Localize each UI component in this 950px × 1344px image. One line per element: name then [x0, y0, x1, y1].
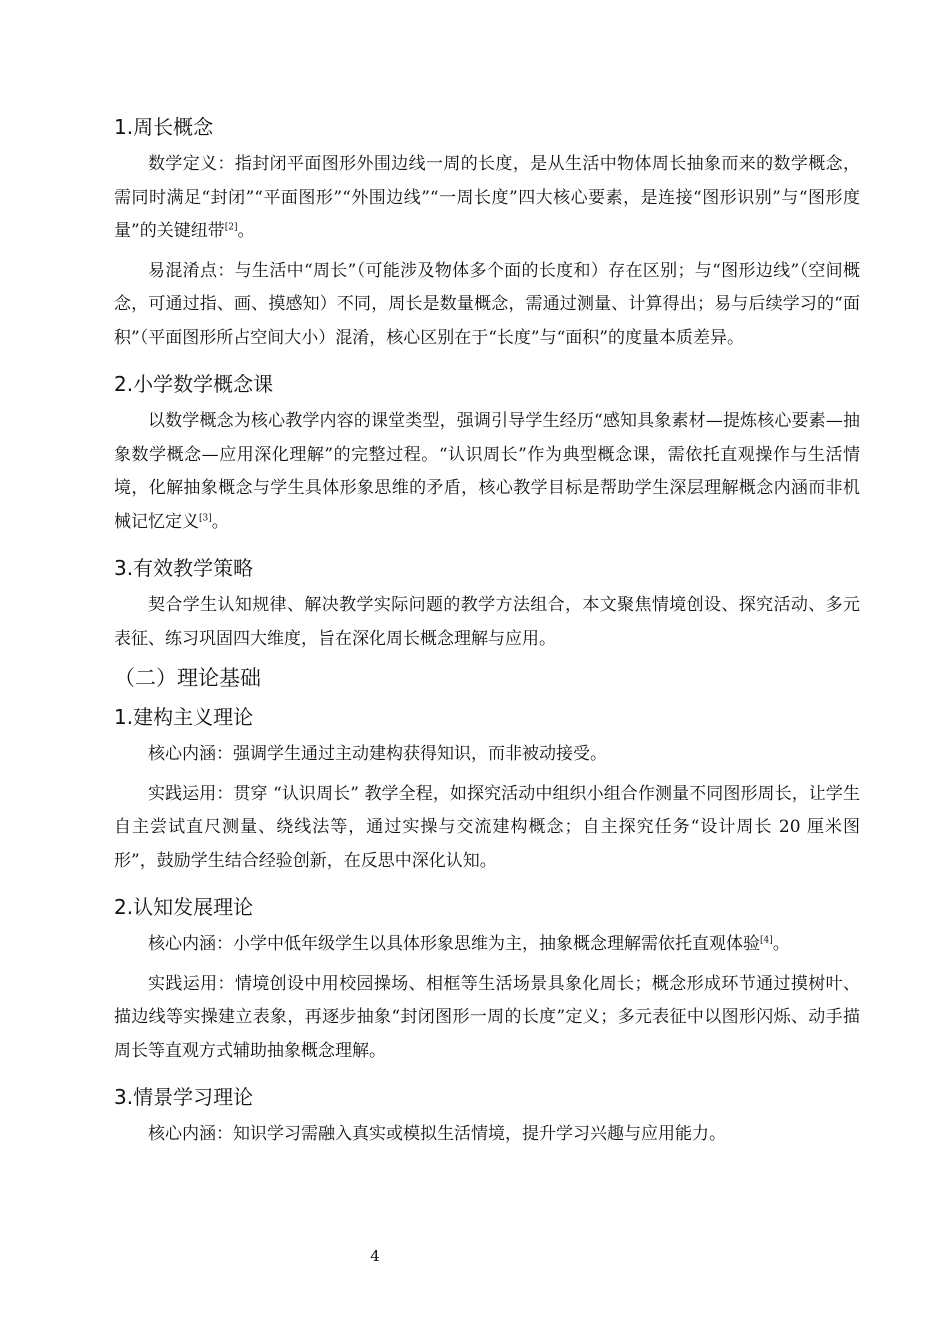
- section-heading-perimeter-concept: 1.周长概念: [114, 115, 214, 139]
- section-heading-teaching-strategy: 3.有效教学策略: [114, 556, 254, 580]
- paragraph-tail: 。: [237, 221, 255, 241]
- part-heading-theory-basis: （二）理论基础: [114, 666, 261, 690]
- paragraph-cognitive-core: [114, 928, 860, 962]
- citation-ref: [2]: [224, 222, 238, 233]
- paragraph-situated-core: 核心内涵：知识学习需融入真实或模拟生活情境，提升学习兴趣与应用能力。: [148, 1124, 726, 1144]
- paragraph-math-definition: [114, 148, 860, 249]
- paragraph-teaching-strategy: 契合学生认知规律、解决教学实际问题的教学方法组合，本文聚焦情境创设、探究活动、多元表征、练习巩固四大维度，旨在深化周长概念理解与应用。: [114, 595, 860, 649]
- paragraph-constructivism-core: 核心内涵：强调学生通过主动建构获得知识，而非被动接受。: [148, 744, 607, 764]
- section-heading-cognitive-development: 2.认知发展理论: [114, 895, 254, 919]
- paragraph-text: 以数学概念为核心教学内容的课堂类型，强调引导学生经历“感知具象素材—提炼核心要素—抽象数学概念—应用深化理解”的完整过程。“认识周长”作为典型概念课，需依托直观操作与生活情境，化解抽象概念与学生具体形象思维的矛盾，核心教学目标是帮助学生深层理解概念内涵而非机械记忆定义: [114, 411, 860, 532]
- citation-ref: [4]: [760, 935, 773, 946]
- document-page: [114, 112, 860, 1158]
- paragraph-tail: 。: [211, 511, 229, 532]
- paragraph-concept-class: [114, 405, 860, 539]
- paragraph-constructivism-practice: 实践运用：贯穿 “认识周长” 教学全程，如探究活动中组织小组合作测量不同图形周长，让学生自主尝试直尺测量、绕线法等，通过实操与交流建构概念；自主探究任务“设计周长 20 厘米图形”，鼓励学生结合经验创新，在反思中深化认知。: [114, 783, 860, 871]
- citation-ref: [3]: [199, 512, 212, 523]
- paragraph-text: 数学定义：指封闭平面图形外围边线一周的长度，是从生活中物体周长抽象而来的数学概念，需同时满足“封闭”“平面图形”“外围边线”“一周长度”四大核心要素，是连接“图形识别”与“图形度量”的关键纽带: [114, 154, 860, 241]
- paragraph-tail: 。: [772, 934, 790, 954]
- paragraph-confusion-points: 易混淆点：与生活中“周长”（可能涉及物体多个面的长度和）存在区别；与“图形边线”（空间概念，可通过指、画、摸感知）不同，周长是数量概念，需通过测量、计算得出；易与后续学习的“面积”（平面图形所占空间大小）混淆，核心区别在于“长度”与“面积”的度量本质差异。: [114, 260, 860, 348]
- section-heading-concept-class: 2.小学数学概念课: [114, 372, 274, 396]
- paragraph-text: 核心内涵：小学中低年级学生以具体形象思维为主，抽象概念理解需依托直观体验: [148, 934, 760, 954]
- section-heading-situated-learning: 3.情景学习理论: [114, 1085, 254, 1109]
- page-number: 4: [370, 1247, 380, 1265]
- section-heading-constructivism: 1.建构主义理论: [114, 705, 254, 729]
- paragraph-cognitive-practice: 实践运用：情境创设中用校园操场、相框等生活场景具象化周长；概念形成环节通过摸树叶、描边线等实操建立表象，再逐步抽象“封闭图形一周的长度”定义；多元表征中以图形闪烁、动手描周长等直观方式辅助抽象概念理解。: [114, 973, 860, 1061]
